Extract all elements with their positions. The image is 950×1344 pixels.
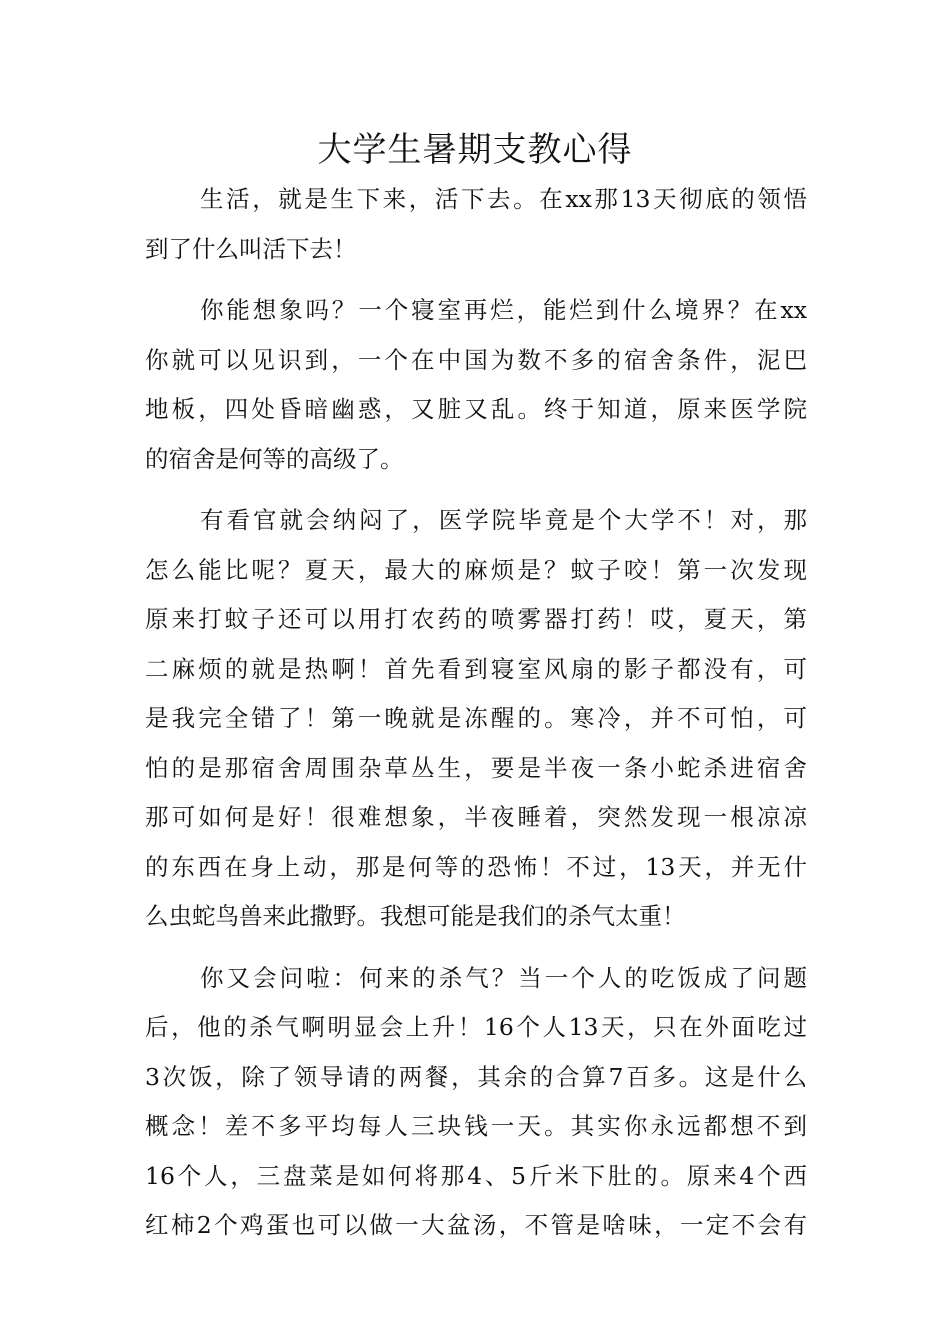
text-line: 你又会问啦：何来的杀气？当一个人的吃饭成了问题 [200,963,807,992]
text-line: 那可如何是好！很难想象，半夜睡着，突然发现一根凉凉 [145,803,807,831]
text-line: 3次饭，除了领导请的两餐，其余的合算7百多。这是什么 [145,1062,807,1091]
text-line: 红柿2个鸡蛋也可以做一大盆汤，不管是啥味，一定不会有 [145,1211,807,1239]
paragraph [145,954,807,1251]
paragraph [145,286,807,484]
text-line: 怎么能比呢？夏天，最大的麻烦是？蚊子咬！第一次发现 [145,555,807,584]
document-title: 大学生暑期支教心得 [317,130,633,170]
paragraph [145,496,807,942]
text-line: 生活，就是生下来，活下去。在xx那13天彻底的领悟 [200,185,807,213]
text-line: 到了什么叫活下去！ [145,234,357,263]
text-line: 是我完全错了！第一晚就是冻醒的。寒冷，并不可怕，可 [145,704,807,732]
text-line: 16个人，三盘菜是如何将那4、5斤米下肚的。原来4个西 [145,1161,807,1190]
text-line: 二麻烦的就是热啊！首先看到寝室风扇的影子都没有，可 [145,654,807,683]
text-line: 你能想象吗？一个寝室再烂，能烂到什么境界？在xx [200,296,807,324]
document-body [145,175,807,1263]
paragraph [145,175,807,274]
text-line: 的宿舍是何等的高级了。 [145,444,404,473]
text-line: 原来打蚊子还可以用打农药的喷雾器打药！哎，夏天，第 [145,605,807,633]
text-line: 的东西在身上动，那是何等的恐怖！不过，13天，并无什 [145,852,807,881]
text-line: 么虫蛇鸟兽来此撒野。我想可能是我们的杀气太重！ [145,902,686,930]
text-line: 怕的是那宿舍周围杂草丛生，要是半夜一条小蛇杀进宿舍 [145,753,807,782]
text-line: 后，他的杀气啊明显会上升！16个人13天，只在外面吃过 [145,1013,807,1041]
text-line: 有看官就会纳闷了，医学院毕竟是个大学不！对，那 [200,506,807,534]
text-line: 地板，四处昏暗幽惑，又脏又乱。终于知道，原来医学院 [145,395,807,423]
text-line: 概念！差不多平均每人三块钱一天。其实你永远都想不到 [145,1112,807,1140]
text-line: 你就可以见识到，一个在中国为数不多的宿舍条件，泥巴 [145,345,807,374]
